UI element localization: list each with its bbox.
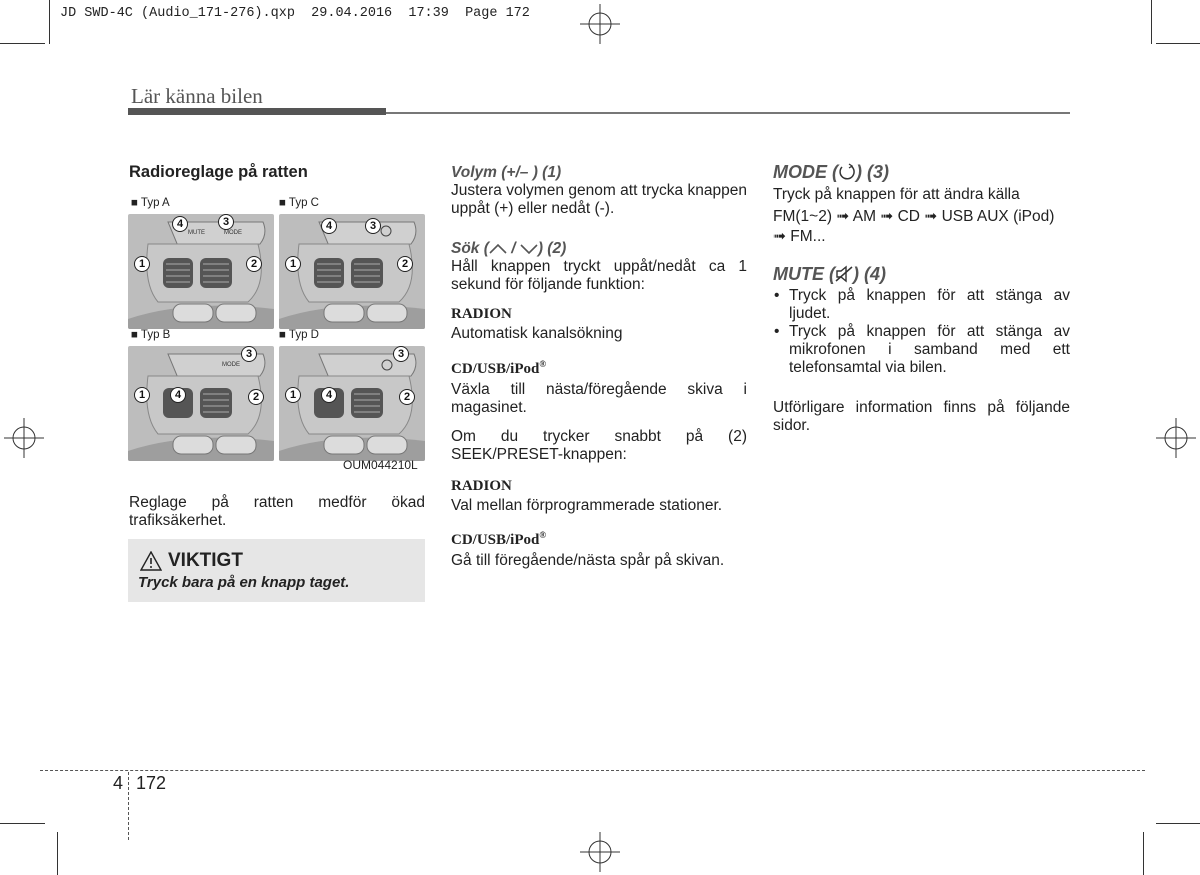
crop-mark: [57, 832, 58, 875]
mode-heading: MODE ( ) (3): [773, 162, 889, 182]
mute-button-text: MUTE: [188, 230, 205, 236]
callout-3: 3: [365, 218, 381, 234]
column-left: [129, 163, 425, 181]
crop-mark: [1151, 0, 1152, 44]
panel-type-c: [279, 196, 425, 329]
volume-heading: Volym (+/– ) (1): [451, 164, 562, 181]
callout-4: 4: [321, 218, 337, 234]
panel-type-d: [279, 329, 425, 462]
figure-code: OUM044210L: [343, 458, 418, 472]
crop-mark: [0, 43, 45, 44]
cd-usb-ipod-heading-2: CD/USB/iPod®: [451, 530, 547, 548]
callout-3: 3: [241, 346, 257, 362]
registration-mark-top: [580, 4, 620, 44]
radion-heading-2: RADION: [451, 478, 512, 494]
seek-text: Håll knappen tryckt uppåt/nedåt ca 1 sekund för följande funktion:: [451, 258, 747, 293]
callout-4: 4: [170, 387, 186, 403]
warning-text: Tryck bara på en knapp taget.: [138, 574, 350, 591]
cd-disc-text: Växla till nästa/föregående skiva i magasinet.: [451, 381, 747, 416]
mode-text: Tryck på knappen för att ändra källa: [773, 186, 1020, 203]
list-item: • Tryck på knappen för att stänga av mikrofonen i samband med ett telefonsamtal via bilen.: [789, 323, 1070, 377]
panel-label: ■ Typ D: [279, 329, 319, 341]
callout-3: 3: [218, 214, 234, 230]
cd-track-text: Gå till föregående/nästa spår på skivan.: [451, 552, 725, 569]
steering-wheel-figure: [128, 196, 425, 471]
section-heading-radio-controls: Radioreglage på ratten: [129, 163, 308, 181]
radion-heading: RADION: [451, 306, 512, 322]
chevron-down-icon: [520, 243, 538, 254]
callout-1: 1: [134, 256, 150, 272]
registration-mark-left: [4, 418, 44, 458]
column-right: [773, 163, 1070, 435]
footer-rule: [40, 770, 1145, 771]
radion-auto-text: Automatisk kanalsökning: [451, 325, 623, 342]
panel-type-b: [128, 329, 274, 462]
callout-1: 1: [285, 387, 301, 403]
panel-label: ■ Typ A: [131, 197, 170, 209]
registration-mark-bottom: [580, 832, 620, 872]
crop-mark: [1156, 43, 1200, 44]
callout-2: 2: [248, 389, 264, 405]
crop-mark: [1156, 823, 1200, 824]
callout-3: 3: [393, 346, 409, 362]
list-item: • Tryck på knappen för att stänga av ljudet.: [789, 287, 1070, 323]
cd-usb-ipod-heading: CD/USB/iPod®: [451, 359, 547, 377]
wheel-image: [279, 346, 425, 461]
warning-title: VIKTIGT: [168, 550, 243, 571]
mode-sequence: FM(1~2) ➟ AM ➟ CD ➟ USB AUX (iPod) ➟ FM...: [773, 208, 1055, 245]
mute-heading: MUTE ( ) (4): [773, 264, 886, 284]
footer-divider: [128, 772, 129, 840]
callout-1: 1: [285, 256, 301, 272]
header-rule-accent: [128, 108, 386, 115]
callout-2: 2: [246, 256, 262, 272]
column-left-body: [129, 494, 425, 530]
callout-4: 4: [321, 387, 337, 403]
callout-2: 2: [397, 256, 413, 272]
chapter-title: Lär känna bilen: [131, 84, 263, 108]
mode-circle-icon: [838, 163, 856, 181]
safety-text: Reglage på ratten medför ökad trafiksäkerhet.: [129, 494, 425, 529]
callout-2: 2: [399, 389, 415, 405]
registration-mark-right: [1156, 418, 1196, 458]
warning-box: [128, 539, 425, 602]
more-info-text: Utförligare information finns på följande sidor.: [773, 399, 1070, 434]
crop-mark: [49, 0, 50, 44]
radion-preset-text: Val mellan förprogrammerade stationer.: [451, 497, 723, 514]
panel-label: ■ Typ C: [279, 197, 319, 209]
column-middle: [451, 164, 747, 570]
wheel-image: [128, 346, 274, 461]
wheel-image: [279, 214, 425, 329]
callout-1: 1: [134, 387, 150, 403]
volume-text: Justera volymen genom att trycka knappen uppåt (+) eller nedåt (-).: [451, 182, 747, 217]
mute-list: [773, 287, 1070, 377]
seek-heading: Sök ( / ) (2): [451, 240, 567, 257]
panel-label: ■ Typ B: [131, 329, 171, 341]
mode-button-text: MODE: [224, 230, 242, 236]
print-slug: JD SWD-4C (Audio_171-276).qxp 29.04.2016 17:39 Page 172: [60, 6, 530, 21]
short-press-text: Om du trycker snabbt på (2) SEEK/PRESET-knappen:: [451, 428, 747, 463]
mute-speaker-icon: [835, 265, 853, 283]
chapter-number: 4: [113, 773, 124, 793]
crop-mark: [0, 823, 45, 824]
crop-mark: [1143, 832, 1144, 875]
warning-triangle-icon: [140, 551, 162, 571]
page-number: 172: [136, 773, 167, 793]
wheel-image: [128, 214, 274, 329]
mode-button-text: MODE: [222, 362, 240, 368]
chevron-up-icon: [489, 243, 507, 254]
callout-4: 4: [172, 216, 188, 232]
panel-type-a: [128, 196, 274, 329]
